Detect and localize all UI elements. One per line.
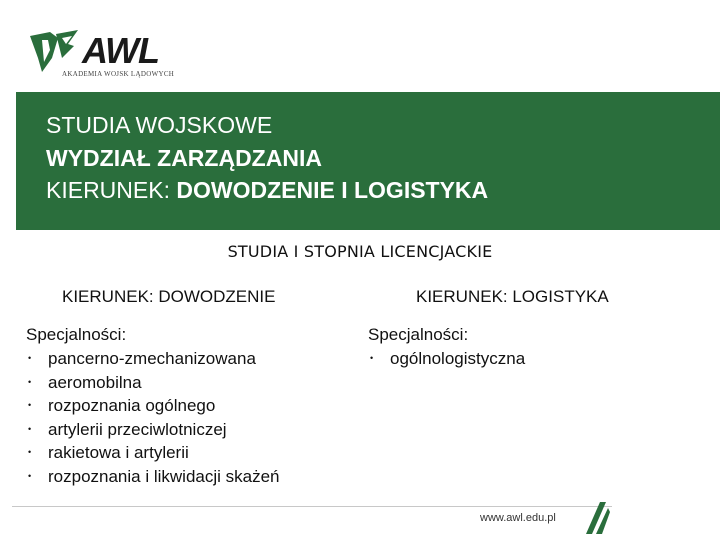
list-item xyxy=(26,441,280,465)
list-item xyxy=(26,418,280,442)
left-spec-list xyxy=(26,347,280,488)
banner-line-3 xyxy=(46,176,488,204)
right-column-title: KIERUNEK: LOGISTYKA xyxy=(416,287,609,306)
bullet-icon: • xyxy=(28,376,32,387)
banner-line-3-prefix: KIERUNEK: xyxy=(46,177,177,203)
banner-line-1: STUDIA WOJSKOWE xyxy=(46,112,273,138)
banner-line-2: WYDZIAŁ ZARZĄDZANIA xyxy=(46,145,322,171)
bullet-icon: • xyxy=(28,400,32,410)
bullet-icon: • xyxy=(28,353,32,363)
bullet-icon: • xyxy=(28,423,32,434)
list-item-label: ogólnologistyczna xyxy=(390,349,526,368)
right-spec-list xyxy=(368,347,525,371)
list-item-label: rozpoznania i likwidacji skażeń xyxy=(48,466,280,486)
awl-logo xyxy=(28,28,178,86)
list-item-label: aeromobilna xyxy=(48,372,142,392)
list-item-label: rozpoznania ogólnego xyxy=(48,396,216,415)
list-item xyxy=(26,371,280,395)
section-heading: STUDIA I STOPNIA LICENCJACKIE xyxy=(227,242,493,261)
bullet-icon: • xyxy=(28,470,32,481)
footer-divider xyxy=(12,506,612,507)
logo-wordmark: AWL xyxy=(82,30,159,71)
list-item-label: rakietowa i artylerii xyxy=(48,443,189,462)
list-item xyxy=(368,347,525,371)
title-banner xyxy=(16,92,720,230)
banner-line-3-bold: DOWODZENIE I LOGISTYKA xyxy=(176,177,489,203)
bullet-icon: • xyxy=(28,447,32,457)
footer-url[interactable]: www.awl.edu.pl xyxy=(480,512,556,524)
list-item xyxy=(26,394,280,418)
right-spec-label: Specjalności: xyxy=(368,325,469,344)
left-column-title: KIERUNEK: DOWODZENIE xyxy=(62,287,276,306)
eagle-emblem-icon xyxy=(28,28,82,74)
list-item-label: artylerii przeciwlotniczej xyxy=(48,419,227,439)
eagle-wing-icon xyxy=(582,498,612,536)
bullet-icon: • xyxy=(370,353,374,363)
logo-subtitle: AKADEMIA WOJSK LĄDOWYCH xyxy=(62,70,175,78)
list-item xyxy=(26,347,280,371)
left-spec-label: Specjalności: xyxy=(26,325,127,344)
list-item-label: pancerno-zmechanizowana xyxy=(48,349,256,368)
list-item xyxy=(26,465,280,489)
